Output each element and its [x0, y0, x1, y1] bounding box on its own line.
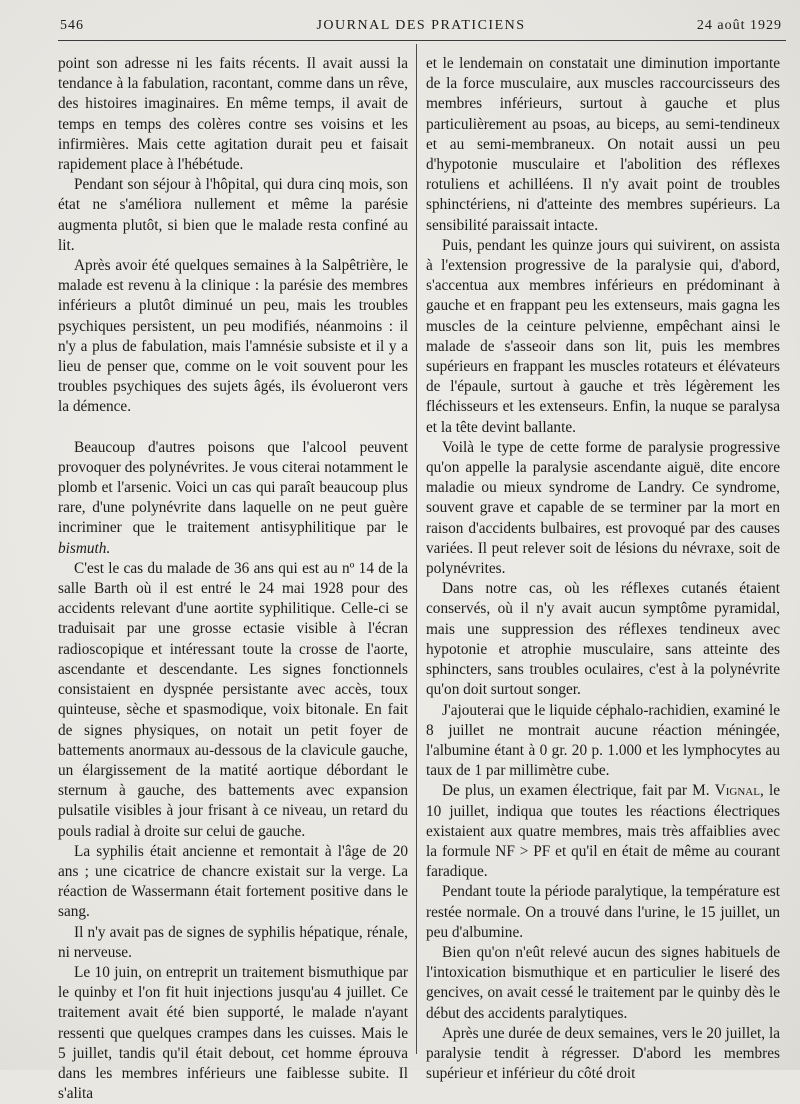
italic-term: bismuth. — [58, 539, 111, 557]
paragraph-text: De plus, un examen électrique, fait par M. — [442, 782, 715, 800]
paragraph: et le lendemain on constatait une diminution importante de la force musculaire, aux muscles raccourcisseurs des membres inférieurs, surtout à gauche et plus particulièrement au psoas, au biceps, au semi-tendineux et au semi-membraneux. On notait aussi un peu d'hypotonie musculaire et l'abolition des réflexes rotuliens et achilléens. Il n'y avait point de troubles sphinctériens, ni d'atteinte des membres supérieurs. La sensibilité paraissait intacte. — [426, 55, 780, 234]
left-column — [58, 54, 408, 1104]
paragraph: La syphilis était ancienne et remontait à l'âge de 20 ans ; une cicatrice de chancre existait sur la verge. La réaction de Wassermann était fortement positive dans le sang. — [58, 842, 408, 921]
paragraph: Après une durée de deux semaines, vers le 20 juillet, la paralysie tendit à régresser. D'abord les membres supérieur et inférieur du côté droit — [426, 1024, 780, 1083]
paragraph: Le 10 juin, on entreprit un traitement bismuthique par le quinby et l'on fit huit injections jusqu'au 4 juillet. Ce traitement avait été bien supporté, le malade n'ayant ressenti que quelques crampes dans les cuisses. Mais le 5 juillet, tandis qu'il était debout, cet homme éprouva dans les membres inférieurs une faiblesse subite. Il s'alita — [58, 963, 408, 1103]
paragraph: Pendant toute la période paralytique, la température est restée normale. On a trouvé dans l'urine, le 15 juillet, un peu d'albumine. — [426, 883, 780, 941]
issue-date: 24 août 1929 — [696, 18, 782, 33]
paragraph: Après avoir été quelques semaines à la Salpêtrière, le malade est revenu à la clinique : la parésie des membres inférieurs a plutôt diminué un peu, mais les troubles psychiques persistent, un peu modifiés, néanmoins : il n'y a plus de fabulation, mais l'amnésie subsiste et il y a lieu de penser que, comme on le voit souvent pour les troubles psychiques des sujets âgés, ils évolueront vers la démence. — [58, 257, 408, 416]
header-rule — [58, 40, 786, 41]
paragraph — [426, 781, 780, 882]
journal-title: JOURNAL DES PRATICIENS — [316, 18, 526, 33]
paragraph: Dans notre cas, où les réflexes cutanés étaient conservés, où il n'y avait aucun symptôme pyramidal, mais une suppression des réflexes tendineux avec hypotonie et atrophie musculaire, sans atteinte des sphincters, sans troubles oculaires, c'est à la polynévrite qu'on doit surtout songer. — [426, 580, 780, 699]
paragraph-text: , le 10 juillet, indiqua que toutes les réactions électriques existaient aux quatre membres, mais très affaiblies avec la formule NF > PF et qu'il en était de même au courant faradique. — [426, 782, 780, 881]
paragraph: Bien qu'on n'eût relevé aucun des signes habituels de l'intoxication bismuthique et en particulier le liseré des gencives, on avait cessé le traitement par le quinby dès le début des accidents paralytiques. — [426, 943, 780, 1022]
paragraph: J'ajouterai que le liquide céphalo-rachidien, examiné le 8 juillet ne montrait aucune réaction méningée, l'albumine étant à 0 gr. 20 p. 1.000 et les lymphocytes au taux de 1 par millimètre cube. — [426, 701, 780, 780]
page-number: 546 — [60, 18, 84, 33]
paragraph: point son adresse ni les faits récents. Il avait aussi la tendance à la fabulation, racontant, comme dans un rêve, des histoires imaginaires. En même temps, il avait de temps en temps des colères contre ses voisins et les infirmières. Mais cette agitation durait peu et faisait rapidement place à l'hébétude. — [58, 55, 408, 174]
paragraph: Voilà le type de cette forme de paralysie progressive qu'on appelle la paralysie ascendante aiguë, dite encore maladie ou mieux syndrome de Landry. Ce syndrome, souvent grave et capable de se terminer par la mort en raison d'accidents bulbaires, est provoqué par des causes variées. Il peut relever soit de lésions du névraxe, soit de polynévrites. — [426, 438, 780, 578]
author-name: Vignal — [714, 782, 760, 800]
paragraph-text: Beaucoup d'autres poisons que l'alcool peuvent provoquer des polynévrites. Je vous citerai notamment le plomb et l'arsenic. Voici un cas qui paraît beaucoup plus rare, d'une polynévrite dans laquelle on ne peut guère incriminer que le traitement antisyphilitique par le — [58, 438, 408, 537]
paragraph: Puis, pendant les quinze jours qui suivirent, on assista à l'extension progressive de la paralysie qui, d'abord, s'accentua aux membres inférieurs en prédominant à gauche et en frappant peu les extenseurs, mais gagna les muscles de la ceinture pelvienne, empêchant ainsi le malade de s'asseoir dans son lit, puis les membres supérieurs en frappant les muscles rotateurs et élévateurs de l'épaule, surtout à gauche et très légèrement les fléchisseurs et les extenseurs. Enfin, la nuque se paralysa et la tête devint ballante. — [426, 236, 780, 436]
paragraph: Il n'y avait pas de signes de syphilis hépatique, rénale, ni nerveuse. — [58, 923, 408, 961]
page-header — [60, 18, 782, 38]
paragraph — [58, 438, 408, 559]
paragraph: Pendant son séjour à l'hôpital, qui dura cinq mois, son état ne s'améliora nullement et même la parésie augmenta plutôt, si bien que le malade resta confiné au lit. — [58, 176, 408, 254]
right-column — [426, 54, 780, 1084]
column-divider — [416, 44, 417, 1054]
paragraph: C'est le cas du malade de 36 ans qui est au nº 14 de la salle Barth où il est entré le 24 mai 1928 pour des accidents relevant d'une aortite syphilitique. Celle-ci se traduisait par une grosse ectasie visible à l'écran radioscopique et intéressant toute la crosse de l'aorte, ascendante et descendante. Les signes fonctionnels consistaient en dyspnée persistante avec accès, toux quinteuse, sèche et spasmodique, voix bitonale. En fait de signes physiques, on notait un petit foyer de battements anormaux au-dessous de la clavicule gauche, un élargissement de la matité aortique débordant le sternum à gauche, des battements avec expansion pulsatile visibles à jour frisant à ce niveau, un retard du pouls radial à droite sur celui de gauche. — [58, 559, 408, 840]
